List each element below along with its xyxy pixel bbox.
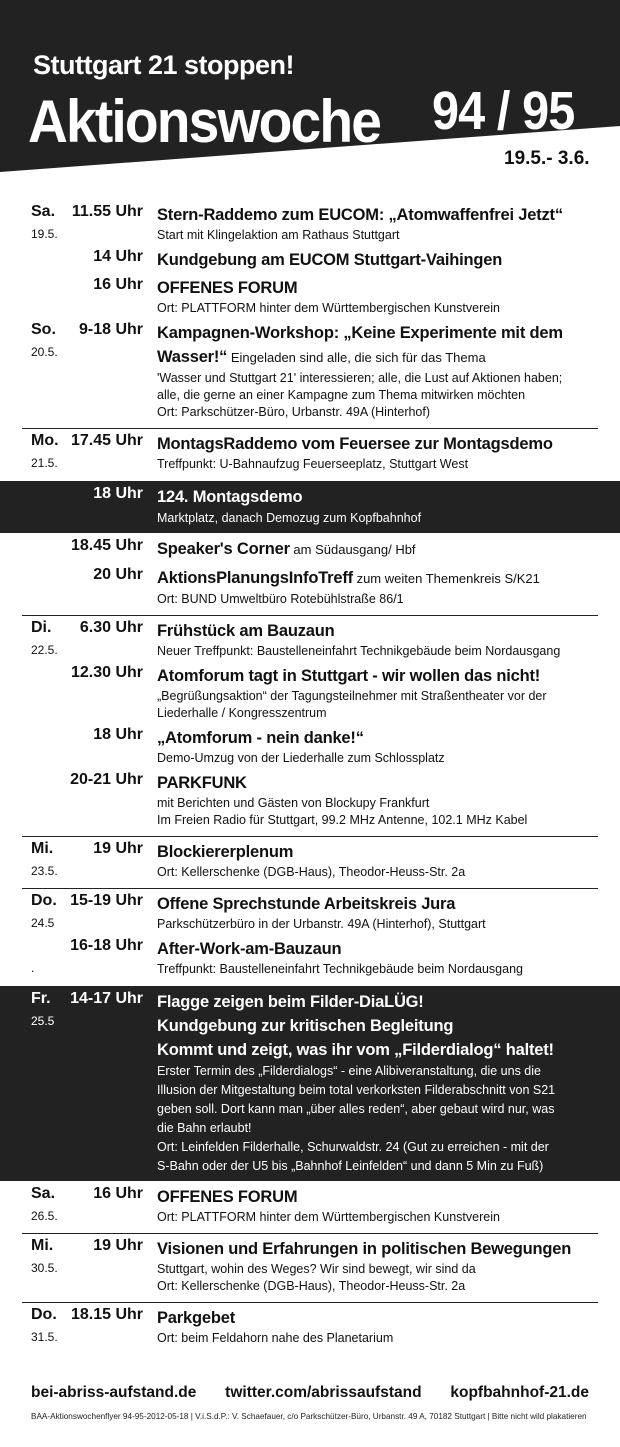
event-details [157, 892, 598, 933]
event-info-line: „Begrüßungsaktion“ der Tagungsteilnehmer mit Straßentheater vor der [157, 689, 547, 703]
event-day: Mi. [31, 1237, 54, 1254]
event-details [157, 990, 598, 1176]
event-title [157, 566, 598, 591]
event-info-line: Ort: beim Feldahorn nahe des Planetarium [157, 1331, 394, 1345]
event-time: 19 Uhr [93, 1237, 143, 1254]
event-date: 20.5. [31, 345, 58, 359]
event-title [157, 664, 598, 688]
link-bei-abriss-aufstand[interactable]: bei-abriss-aufstand.de [31, 1384, 197, 1401]
event-title-line-3: Kommt und zeigt, was ihr vom „Filderdialog“ haltet! [157, 1041, 554, 1059]
event-date: 19.5. [31, 227, 58, 241]
event-entry [0, 937, 620, 982]
event-date: 21.5. [31, 456, 58, 470]
event-details [157, 1306, 598, 1347]
event-title-text: After-Work-am-Bauzaun [157, 940, 342, 958]
event-details [157, 203, 598, 244]
event-details [157, 1185, 598, 1226]
event-title-text-2: Wasser!“ [157, 348, 228, 366]
event-date: 31.5. [31, 1330, 58, 1344]
event-title [157, 1306, 598, 1330]
event-title-text: Visionen und Erfahrungen in politischen Bewegungen [157, 1240, 572, 1258]
event-info-line: mit Berichten und Gästen von Blockupy Frankfurt [157, 796, 430, 810]
event-title-text: Atomforum tagt in Stuttgart - wir wollen das nicht! [157, 667, 541, 685]
event-time: 19 Uhr [93, 840, 143, 857]
event-details [157, 1237, 598, 1295]
event-info-line: Parkschützerbüro in der Urbanstr. 49A (Hinterhof), Stuttgart [157, 917, 486, 931]
event-entry [0, 203, 620, 248]
event-date: 22.5. [31, 643, 58, 657]
event-title [157, 432, 598, 456]
event-title [157, 840, 598, 864]
event-entry [0, 771, 620, 833]
event-time: 14-17 Uhr [70, 990, 143, 1007]
event-info-line: die Bahn erlaubt! [157, 1121, 252, 1135]
event-title [157, 485, 598, 509]
header-subtitle: Stuttgart 21 stoppen! [33, 50, 295, 80]
event-title [157, 203, 598, 227]
event-day: Mo. [31, 432, 59, 449]
event-info-line: Illusion der Mitgestaltung beim total verkorksten Filderabschnitt von S21 [157, 1083, 556, 1097]
event-details [157, 432, 598, 473]
event-title-text: MontagsRaddemo vom Feuersee zur Montagsdemo [157, 435, 553, 453]
link-kopfbahnhof-21[interactable]: kopfbahnhof-21.de [450, 1384, 589, 1401]
event-info-line: Ort: Kellerschenke (DGB-Haus), Theodor-Heuss-Str. 2a [157, 865, 466, 879]
footer-links [0, 1384, 620, 1402]
event-date: 24.5 [31, 916, 55, 930]
event-title-line-2 [157, 1014, 598, 1038]
event-title [157, 726, 598, 750]
event-entry [0, 986, 620, 1181]
event-entry [0, 537, 620, 566]
event-info-line: Erster Termin des „Filderdialogs“ - eine Alibiveranstaltung, die uns die [157, 1064, 541, 1078]
event-info-line: geben soll. Dort kann man „über alles reden“, aber gebaut wird nur, was [157, 1102, 555, 1116]
event-entry [0, 1237, 620, 1299]
event-info-line: alle, die gerne an einer Kampagne zum Thema mitwirken möchten [157, 388, 526, 402]
divider [22, 1233, 598, 1234]
event-details [157, 537, 598, 562]
event-title-text: Parkgebet [157, 1309, 235, 1327]
event-title-note: am Südausgang/ Hbf [289, 542, 416, 557]
event-info-line: 'Wasser und Stuttgart 21' interessieren; alle, die Lust auf Aktionen haben; [157, 371, 563, 385]
event-title [157, 619, 598, 643]
event-details [157, 840, 598, 881]
event-title-text: Offene Sprechstunde Arbeitskreis Jura [157, 895, 456, 913]
event-details [157, 771, 598, 829]
divider [22, 615, 598, 616]
event-entry [0, 726, 620, 771]
event-info-line: Im Freien Radio für Stuttgart, 99.2 MHz Antenne, 102.1 MHz Kabel [157, 813, 528, 827]
event-time: 18.15 Uhr [70, 1306, 143, 1323]
event-title-text: 124. Montagsdemo [157, 488, 303, 506]
event-entry [0, 321, 620, 425]
event-info-line: Treffpunkt: U-Bahnaufzug Feuerseeplatz, Stuttgart West [157, 457, 469, 471]
event-title-text: OFFENES FORUM [157, 279, 298, 297]
event-time: 20 Uhr [93, 566, 143, 583]
event-title-text-2: Kundgebung zur kritischen Begleitung [157, 1017, 454, 1035]
event-info-line: Ort: Kellerschenke (DGB-Haus), Theodor-Heuss-Str. 2a [157, 1279, 466, 1293]
event-title-line-2 [157, 345, 598, 370]
event-title-text: AktionsPlanungsInfoTreff [157, 569, 353, 587]
event-title [157, 321, 598, 345]
event-date: . [31, 961, 35, 975]
event-entry [0, 1185, 620, 1230]
event-title [157, 1237, 598, 1261]
event-info-line: Ort: BUND Umweltbüro Rotebühlstraße 86/1 [157, 592, 404, 606]
event-day: Mi. [31, 840, 54, 857]
event-info-line: Stuttgart, wohin des Weges? Wir sind bewegt, wir sind da [157, 1262, 476, 1276]
event-date: 25.5 [31, 1014, 55, 1028]
event-time: 6.30 Uhr [79, 619, 143, 636]
event-time: 15-19 Uhr [70, 892, 143, 909]
event-title-text: Frühstück am Bauzaun [157, 622, 335, 640]
event-title-text: Kundgebung am EUCOM Stuttgart-Vaihingen [157, 251, 503, 269]
event-title-text: „Atomforum - nein danke!“ [157, 729, 364, 747]
event-title-text: Blockiererplenum [157, 843, 294, 861]
event-title [157, 1185, 598, 1209]
header [0, 0, 620, 180]
event-title [157, 537, 598, 562]
event-day: Fr. [31, 990, 51, 1007]
event-title-text: Flagge zeigen beim Filder-DiaLÜG! [157, 993, 424, 1011]
event-time: 14 Uhr [93, 248, 143, 265]
event-entry [0, 892, 620, 937]
event-entry [0, 248, 620, 276]
event-details [157, 937, 598, 978]
event-title-text: PARKFUNK [157, 774, 247, 792]
event-entry [0, 481, 620, 533]
event-title [157, 990, 598, 1014]
event-entry [0, 840, 620, 885]
event-entry [0, 664, 620, 726]
event-time: 18 Uhr [93, 485, 143, 502]
event-time: 11.55 Uhr [71, 203, 143, 220]
event-details [157, 726, 598, 767]
event-title-note-2: Eingeladen sind alle, die sich für das Thema [227, 350, 486, 365]
event-info-line: Ort: PLATTFORM hinter dem Württembergischen Kunstverein [157, 1210, 500, 1224]
program-list [0, 203, 620, 1351]
header-title: Aktionswoche [28, 88, 381, 155]
event-info-line: Demo-Umzug von der Liederhalle zum Schlossplatz [157, 751, 445, 765]
event-title-text: Speaker's Corner [157, 540, 290, 558]
event-day: So. [31, 321, 56, 338]
event-title [157, 276, 598, 300]
event-entry [0, 619, 620, 664]
event-day: Di. [31, 619, 52, 636]
imprint: BAA-Aktionswochenflyer 94-95-2012-05-18 | V.i.S.d.P.: V. Schaefauer, c/o Parkschützer-Büro, Urbanstr. 49 A, 70182 Stuttgart | Bitte nicht wild plakatieren [31, 1412, 587, 1421]
event-details [157, 248, 598, 272]
event-time: 18.45 Uhr [70, 537, 143, 554]
event-title-note: zum weiten Themenkreis S/K21 [352, 571, 540, 586]
event-title-text: OFFENES FORUM [157, 1188, 298, 1206]
event-date: 30.5. [31, 1261, 58, 1275]
event-time: 18 Uhr [93, 726, 143, 743]
event-title [157, 248, 598, 272]
event-info-line: Neuer Treffpunkt: Baustelleneinfahrt Technikgebäude beim Nordausgang [157, 644, 561, 658]
event-details [157, 485, 598, 528]
header-number: 94 / 95 [432, 81, 575, 141]
event-title-text: Stern-Raddemo zum EUCOM: „Atomwaffenfrei Jetzt“ [157, 206, 563, 224]
event-time: 9-18 Uhr [78, 321, 143, 338]
event-info-line: Liederhalle / Kongresszentrum [157, 706, 327, 720]
event-time: 20-21 Uhr [70, 771, 143, 788]
event-title [157, 937, 598, 961]
divider [22, 1302, 598, 1303]
event-title-text: Kampagnen-Workshop: „Keine Experimente mit dem [157, 324, 563, 342]
event-entry [0, 432, 620, 477]
event-info-line: Start mit Klingelaktion am Rathaus Stuttgart [157, 228, 400, 242]
event-entry [0, 276, 620, 321]
event-day: Sa. [31, 1185, 56, 1202]
event-title [157, 771, 598, 795]
event-info-line: Ort: Parkschützer-Büro, Urbanstr. 49A (Hinterhof) [157, 405, 431, 419]
divider [22, 836, 598, 837]
event-details [157, 321, 598, 421]
event-time: 16-18 Uhr [70, 937, 143, 954]
event-date: 26.5. [31, 1209, 58, 1223]
event-day: Do. [31, 892, 57, 909]
event-details [157, 276, 598, 317]
event-details [157, 619, 598, 660]
event-title [157, 892, 598, 916]
event-entry [0, 566, 620, 612]
event-info-line: S-Bahn oder der U5 bis „Bahnhof Leinfelden“ und dann 5 Min zu Fuß) [157, 1159, 544, 1173]
header-dates: 19.5.- 3.6. [504, 148, 590, 169]
event-info-line: Ort: PLATTFORM hinter dem Württembergischen Kunstverein [157, 301, 500, 315]
event-entry [0, 1306, 620, 1351]
event-day: Sa. [31, 203, 56, 220]
event-details [157, 664, 598, 722]
link-twitter[interactable]: twitter.com/abrissaufstand [225, 1384, 422, 1401]
divider [22, 888, 598, 889]
footer [0, 1384, 620, 1421]
event-time: 12.30 Uhr [70, 664, 143, 681]
event-info-line: Treffpunkt: Baustelleneinfahrt Technikgebäude beim Nordausgang [157, 962, 523, 976]
event-info-line: Ort: Leinfelden Filderhalle, Schurwaldstr. 24 (Gut zu erreichen - mit der [157, 1140, 549, 1154]
event-time: 16 Uhr [93, 276, 143, 293]
event-info-line: Marktplatz, danach Demozug zum Kopfbahnhof [157, 511, 422, 525]
divider [22, 428, 598, 429]
event-day: Do. [31, 1306, 57, 1323]
event-time: 16 Uhr [93, 1185, 143, 1202]
event-time: 17.45 Uhr [70, 432, 143, 449]
event-details [157, 566, 598, 608]
event-date: 23.5. [31, 864, 58, 878]
